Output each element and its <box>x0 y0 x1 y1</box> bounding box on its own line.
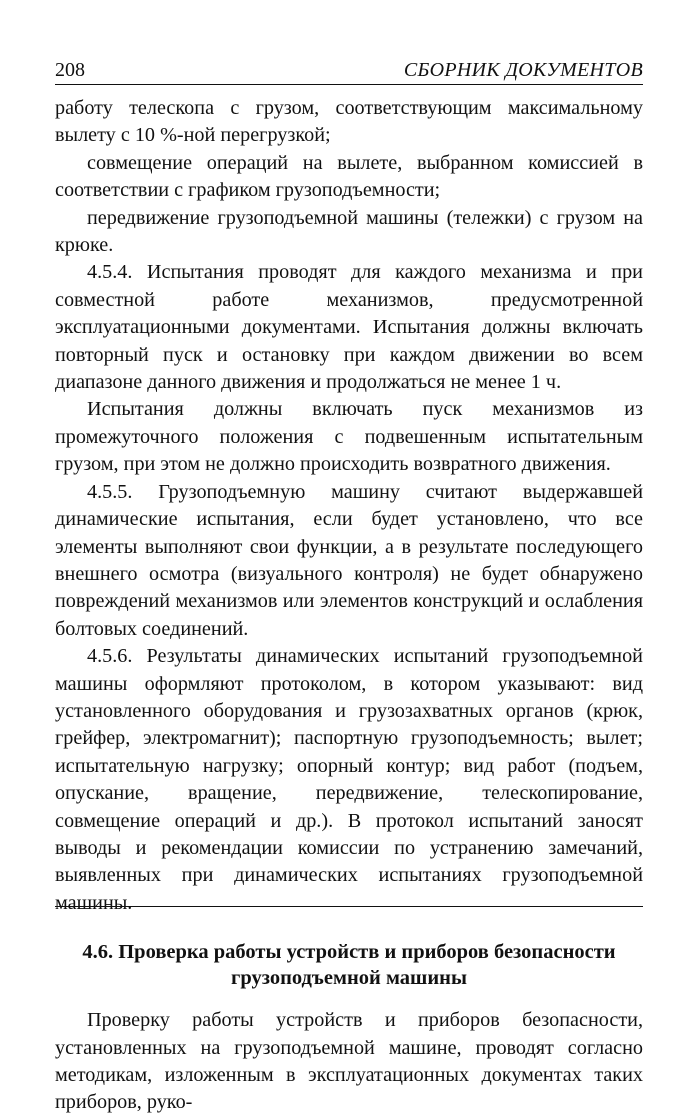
running-title: СБОРНИК ДОКУМЕНТОВ <box>403 59 643 81</box>
running-header <box>55 58 643 85</box>
footnote-divider <box>55 906 643 907</box>
paragraph: совмещение операций на вылете, выбранном комиссией в соответствии с графиком грузоподъемности; <box>55 151 643 202</box>
paragraph: Проверку работы устройств и приборов безопасности, установленных на грузоподъемной машине, проводят согласно методикам, изложенным в эксплуатационных документах таких приборов, руко- <box>55 1009 643 1114</box>
body-text <box>55 95 643 1117</box>
paragraph: 4.5.5. Грузоподъемную машину считают выдержавшей динамические испытания, если будет установлено, что все элементы выполняют свои функции, а в результате последующего внешнего осмотра (визуального контроля) не будет обнаружено повреждений механизмов или элементов конструкций и ослабления болтовых соединений. <box>55 480 643 640</box>
document-page <box>55 58 643 1117</box>
paragraph: работу телескопа с грузом, соответствующим максимальному вылету с 10 %-ной перегрузкой; <box>55 97 643 147</box>
page-number: 208 <box>55 59 85 81</box>
paragraph: 4.5.4. Испытания проводят для каждого механизма и при совместной работе механизмов, предусмотренной эксплуатационными документами. Испытания должны включать повторный пуск и остановку при каждом движении во всем диапазоне данного движения и продолжаться не менее 1 ч. <box>55 261 643 394</box>
paragraph: 4.5.6. Результаты динамических испытаний грузоподъемной машины оформляют протоколом, в котором указывают: вид установленного оборудования и грузозахватных органов (крюк, грейфер, электромагнит); паспортную грузоподъемность; вылет; испытательную нагрузку; опорный контур; вид работ (подъем, опускание, вращение, передвижение, телескопирование, совмещение операций и др.). В протокол испытаний заносят выводы и рекомендации комиссии по устранению замечаний, выявленных при динамических испытаниях грузоподъемной машины. <box>55 645 643 914</box>
paragraph: Испытания должны включать пуск механизмов из промежуточного положения с подвешенным испытательным грузом, при этом не должно происходить возвратного движения. <box>55 398 643 476</box>
paragraph: передвижение грузоподъемной машины (тележки) с грузом на крюке. <box>55 206 643 257</box>
section-heading: 4.6. Проверка работы устройств и приборов безопасности грузоподъемной машины <box>82 941 616 990</box>
